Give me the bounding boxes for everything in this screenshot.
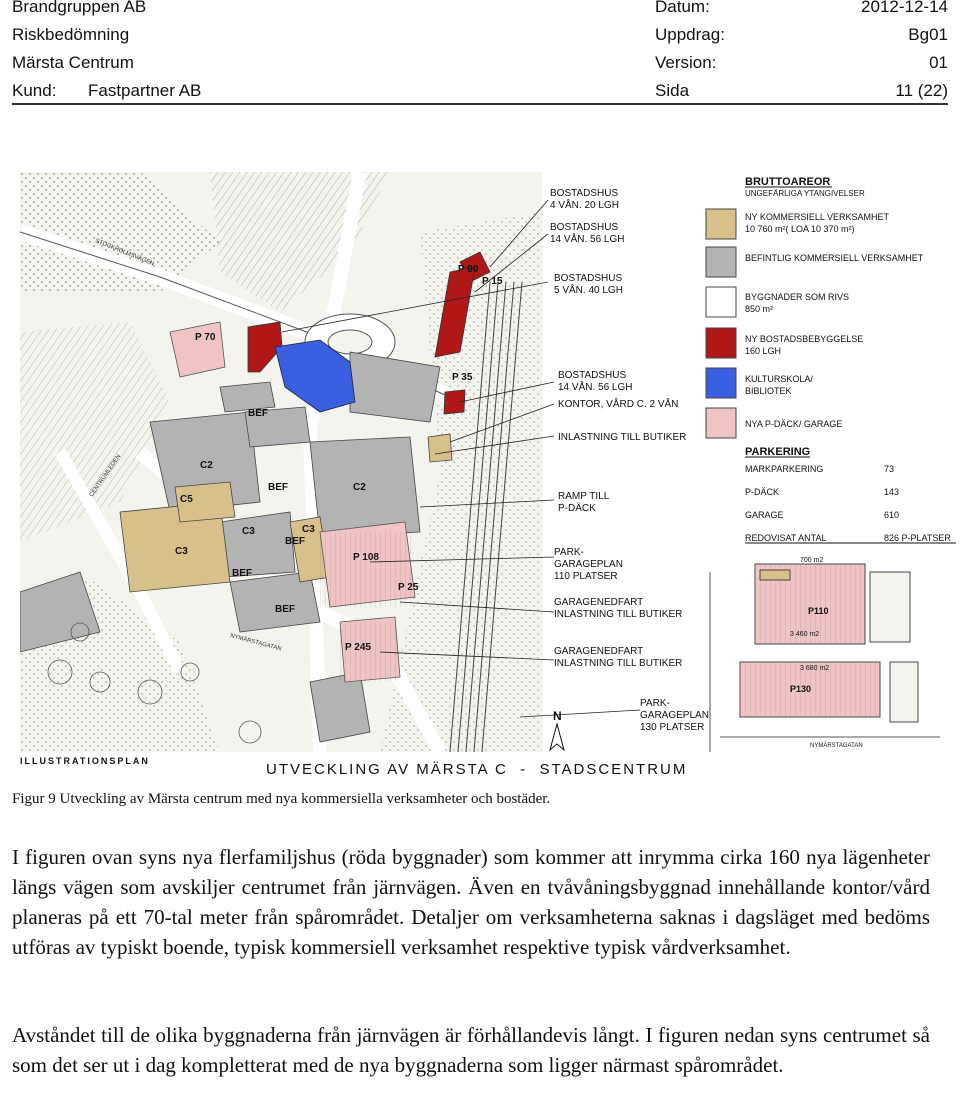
label-centrumleden: CENTRUMLEDEN: [88, 453, 123, 499]
callout-7-l2: P-DÄCK: [558, 503, 596, 514]
legend-item-5-l2: BIBLIOTEK: [745, 386, 792, 396]
label-area-3460: 3 460 m2: [790, 631, 820, 638]
header-row-1: [12, 0, 948, 25]
callout-1-l2: 4 VÅN. 20 LGH: [550, 200, 619, 211]
site-plan-svg: [20, 172, 960, 782]
label-p110: P110: [808, 606, 829, 616]
north-arrow-label: N: [553, 709, 562, 723]
label-p70: P 70: [195, 332, 216, 343]
callout-1-l1: BOSTADSHUS: [550, 188, 619, 199]
header-row-2: [12, 25, 948, 53]
legend-item-4-l2: 160 LGH: [745, 346, 782, 356]
label-p15: P 15: [482, 276, 503, 287]
figure-title-main: UTVECKLING AV MÄRSTA C - STADSCENTRUM: [266, 761, 688, 778]
project-name: Märsta Centrum: [12, 53, 134, 72]
legend-item-1-l1: NY KOMMERSIELL VERKSAMHET: [745, 212, 890, 222]
label-nymarstagatan: NYMÄRSTAGATAN: [229, 633, 282, 653]
label-area-700: 700 m2: [800, 557, 824, 564]
callout-10-l2: INLASTNING TILL BUTIKER: [554, 658, 683, 669]
label-p245: P 245: [345, 642, 371, 653]
legend-item-1-l2: 10 760 m²( LOA 10 370 m²): [745, 224, 855, 234]
label-bef-4: BEF: [232, 568, 252, 579]
legend-swatch-new-commercial: [706, 209, 736, 239]
callout-4-l1: BOSTADSHUS: [558, 370, 627, 381]
label-p108: P 108: [353, 552, 379, 563]
building-existing-s: [310, 672, 370, 742]
legend-item-2-l1: BEFINTLIG KOMMERSIELL VERKSAMHET: [745, 253, 924, 263]
legend-subtitle: UNGEFÄRLIGA YTANGIVELSER: [745, 189, 865, 198]
assignment-value: Bg01: [908, 25, 948, 44]
callout-11-l1: PARK-: [640, 698, 670, 709]
label-bef-1: BEF: [248, 408, 268, 419]
callout-9-l2: INLASTNING TILL BUTIKER: [554, 609, 683, 620]
callout-5-l1: KONTOR, VÅRD C. 2 VÅN: [558, 399, 679, 410]
north-arrow-icon: [550, 724, 564, 750]
label-p130: P130: [790, 684, 812, 694]
callout-9-l1: GARAGENEDFART: [554, 597, 644, 608]
garage-inset: [710, 557, 940, 752]
callout-4-l2: 14 VÅN. 56 LGH: [558, 382, 633, 393]
parking-row-1-value: 73: [884, 464, 895, 474]
label-inset-street: NYMÄRSTAGATAN: [810, 743, 863, 749]
parking-row-2-label: P-DÄCK: [745, 487, 780, 497]
callout-3-l1: BOSTADSHUS: [554, 273, 623, 284]
label-c2-west: C2: [200, 460, 213, 471]
date-value: 2012-12-14: [861, 0, 948, 16]
building-kontor-vard: [428, 434, 452, 462]
page-label: Sida: [655, 81, 690, 100]
figure-caption: Figur 9 Utveckling av Märsta centrum med nya kommersiella verksamheter och bostäder.: [12, 791, 551, 807]
client-value: Fastpartner AB: [88, 81, 202, 100]
version-label: Version:: [655, 53, 717, 72]
legend-item-3-l2: 850 m²: [745, 304, 774, 314]
site-plan-figure: [20, 172, 960, 782]
callout-2-l1: BOSTADSHUS: [550, 222, 619, 233]
legend: [706, 176, 956, 543]
label-bef-5: BEF: [275, 604, 295, 615]
label-stockholmsvagen: STOCKHOLMSVÄGEN: [94, 238, 155, 268]
label-area-3680: 3 680 m2: [800, 665, 830, 672]
label-c5: C5: [180, 494, 193, 505]
version-value: 01: [929, 53, 948, 72]
legend-swatch-existing-commercial: [706, 247, 736, 277]
legend-title: BRUTTOAREOR: [745, 176, 831, 188]
parking-row-1-label: MARKPARKERING: [745, 464, 824, 474]
legend-item-6-l1: NYA P-DÄCK/ GARAGE: [745, 419, 843, 429]
legend-item-3-l1: BYGGNADER SOM RIVS: [745, 292, 850, 302]
header-row-3: [12, 53, 948, 81]
date-label: Datum:: [655, 0, 710, 16]
label-bef-2: BEF: [268, 482, 288, 493]
parking-row-2-value: 143: [884, 487, 900, 497]
callout-6-l1: INLASTNING TILL BUTIKER: [558, 432, 687, 443]
body-paragraph-1: I figuren ovan syns nya flerfamiljshus (röda byggnader) som kommer att inrymma cirka 160 nya lägenheter längs vägen som avskiljer centrumet från järnvägen. Även en tvåvåningsbyggnad innehållande kontor/vård planeras på ett 70-tal meter från spårområdet. Detaljer om verksamheterna saknas i dagsläget med bedöms utföras av typiskt boende, typisk kommersiell verksamhet respektive typisk vårdverksamhet.: [12, 845, 930, 959]
label-p90: P 90: [458, 264, 479, 275]
company-name: Brandgruppen AB: [12, 0, 147, 16]
callout-8-l2: GARAGEPLAN: [554, 559, 623, 570]
label-c3-mid: C3: [242, 526, 255, 537]
legend-item-5-l1: KULTURSKOLA/: [745, 374, 813, 384]
callout-11-l3: 130 PLATSER: [640, 722, 705, 733]
callout-8-l3: 110 PLATSER: [554, 571, 618, 582]
callout-11-l2: GARAGEPLAN: [640, 710, 709, 721]
callout-2-l2: 14 VÅN. 56 LGH: [550, 234, 625, 245]
parking-title: PARKERING: [745, 446, 811, 458]
client-label: Kund:: [12, 81, 57, 100]
legend-swatch-demolished: [706, 287, 736, 317]
header-divider: [12, 103, 948, 105]
body-paragraph-2: Avståndet till de olika byggnaderna från järnvägen är förhållandevis långt. I figuren nedan syns centrumet så som det ser ut i dag kompletterat med de nya byggnaderna som ligger närmast spårområdet.: [12, 1023, 930, 1077]
callout-8-l1: PARK-: [554, 547, 584, 558]
label-c2-east: C2: [353, 482, 366, 493]
page-value: 11 (22): [895, 81, 948, 100]
parking-row-4-label: REDOVISAT ANTAL: [745, 533, 827, 543]
label-bef-3: BEF: [285, 536, 305, 547]
legend-swatch-residential: [706, 328, 736, 358]
legend-item-4-l1: NY BOSTADSBEBYGGELSE: [745, 334, 864, 344]
parking-row-3-value: 610: [884, 510, 900, 520]
doc-type: Riskbedömning: [12, 25, 130, 44]
assignment-label: Uppdrag:: [655, 25, 725, 44]
legend-swatch-parking: [706, 408, 736, 438]
callout-texts: [550, 188, 709, 733]
label-p35: P 35: [452, 372, 473, 383]
label-c3-west: C3: [175, 546, 188, 557]
map-area: [20, 172, 640, 752]
label-c3-east: C3: [302, 524, 315, 535]
callout-3-l2: 5 VÅN. 40 LGH: [554, 285, 623, 296]
parking-row-4-value: 826 P-PLATSER: [884, 533, 951, 543]
figure-title-left: ILLUSTRATIONSPLAN: [20, 756, 150, 766]
label-p25: P 25: [398, 582, 419, 593]
callout-7-l1: RAMP TILL: [558, 491, 610, 502]
legend-swatch-culture: [706, 368, 736, 398]
parking-p70: [170, 322, 225, 377]
parking-row-3-label: GARAGE: [745, 510, 784, 520]
callout-10-l1: GARAGENEDFART: [554, 646, 644, 657]
